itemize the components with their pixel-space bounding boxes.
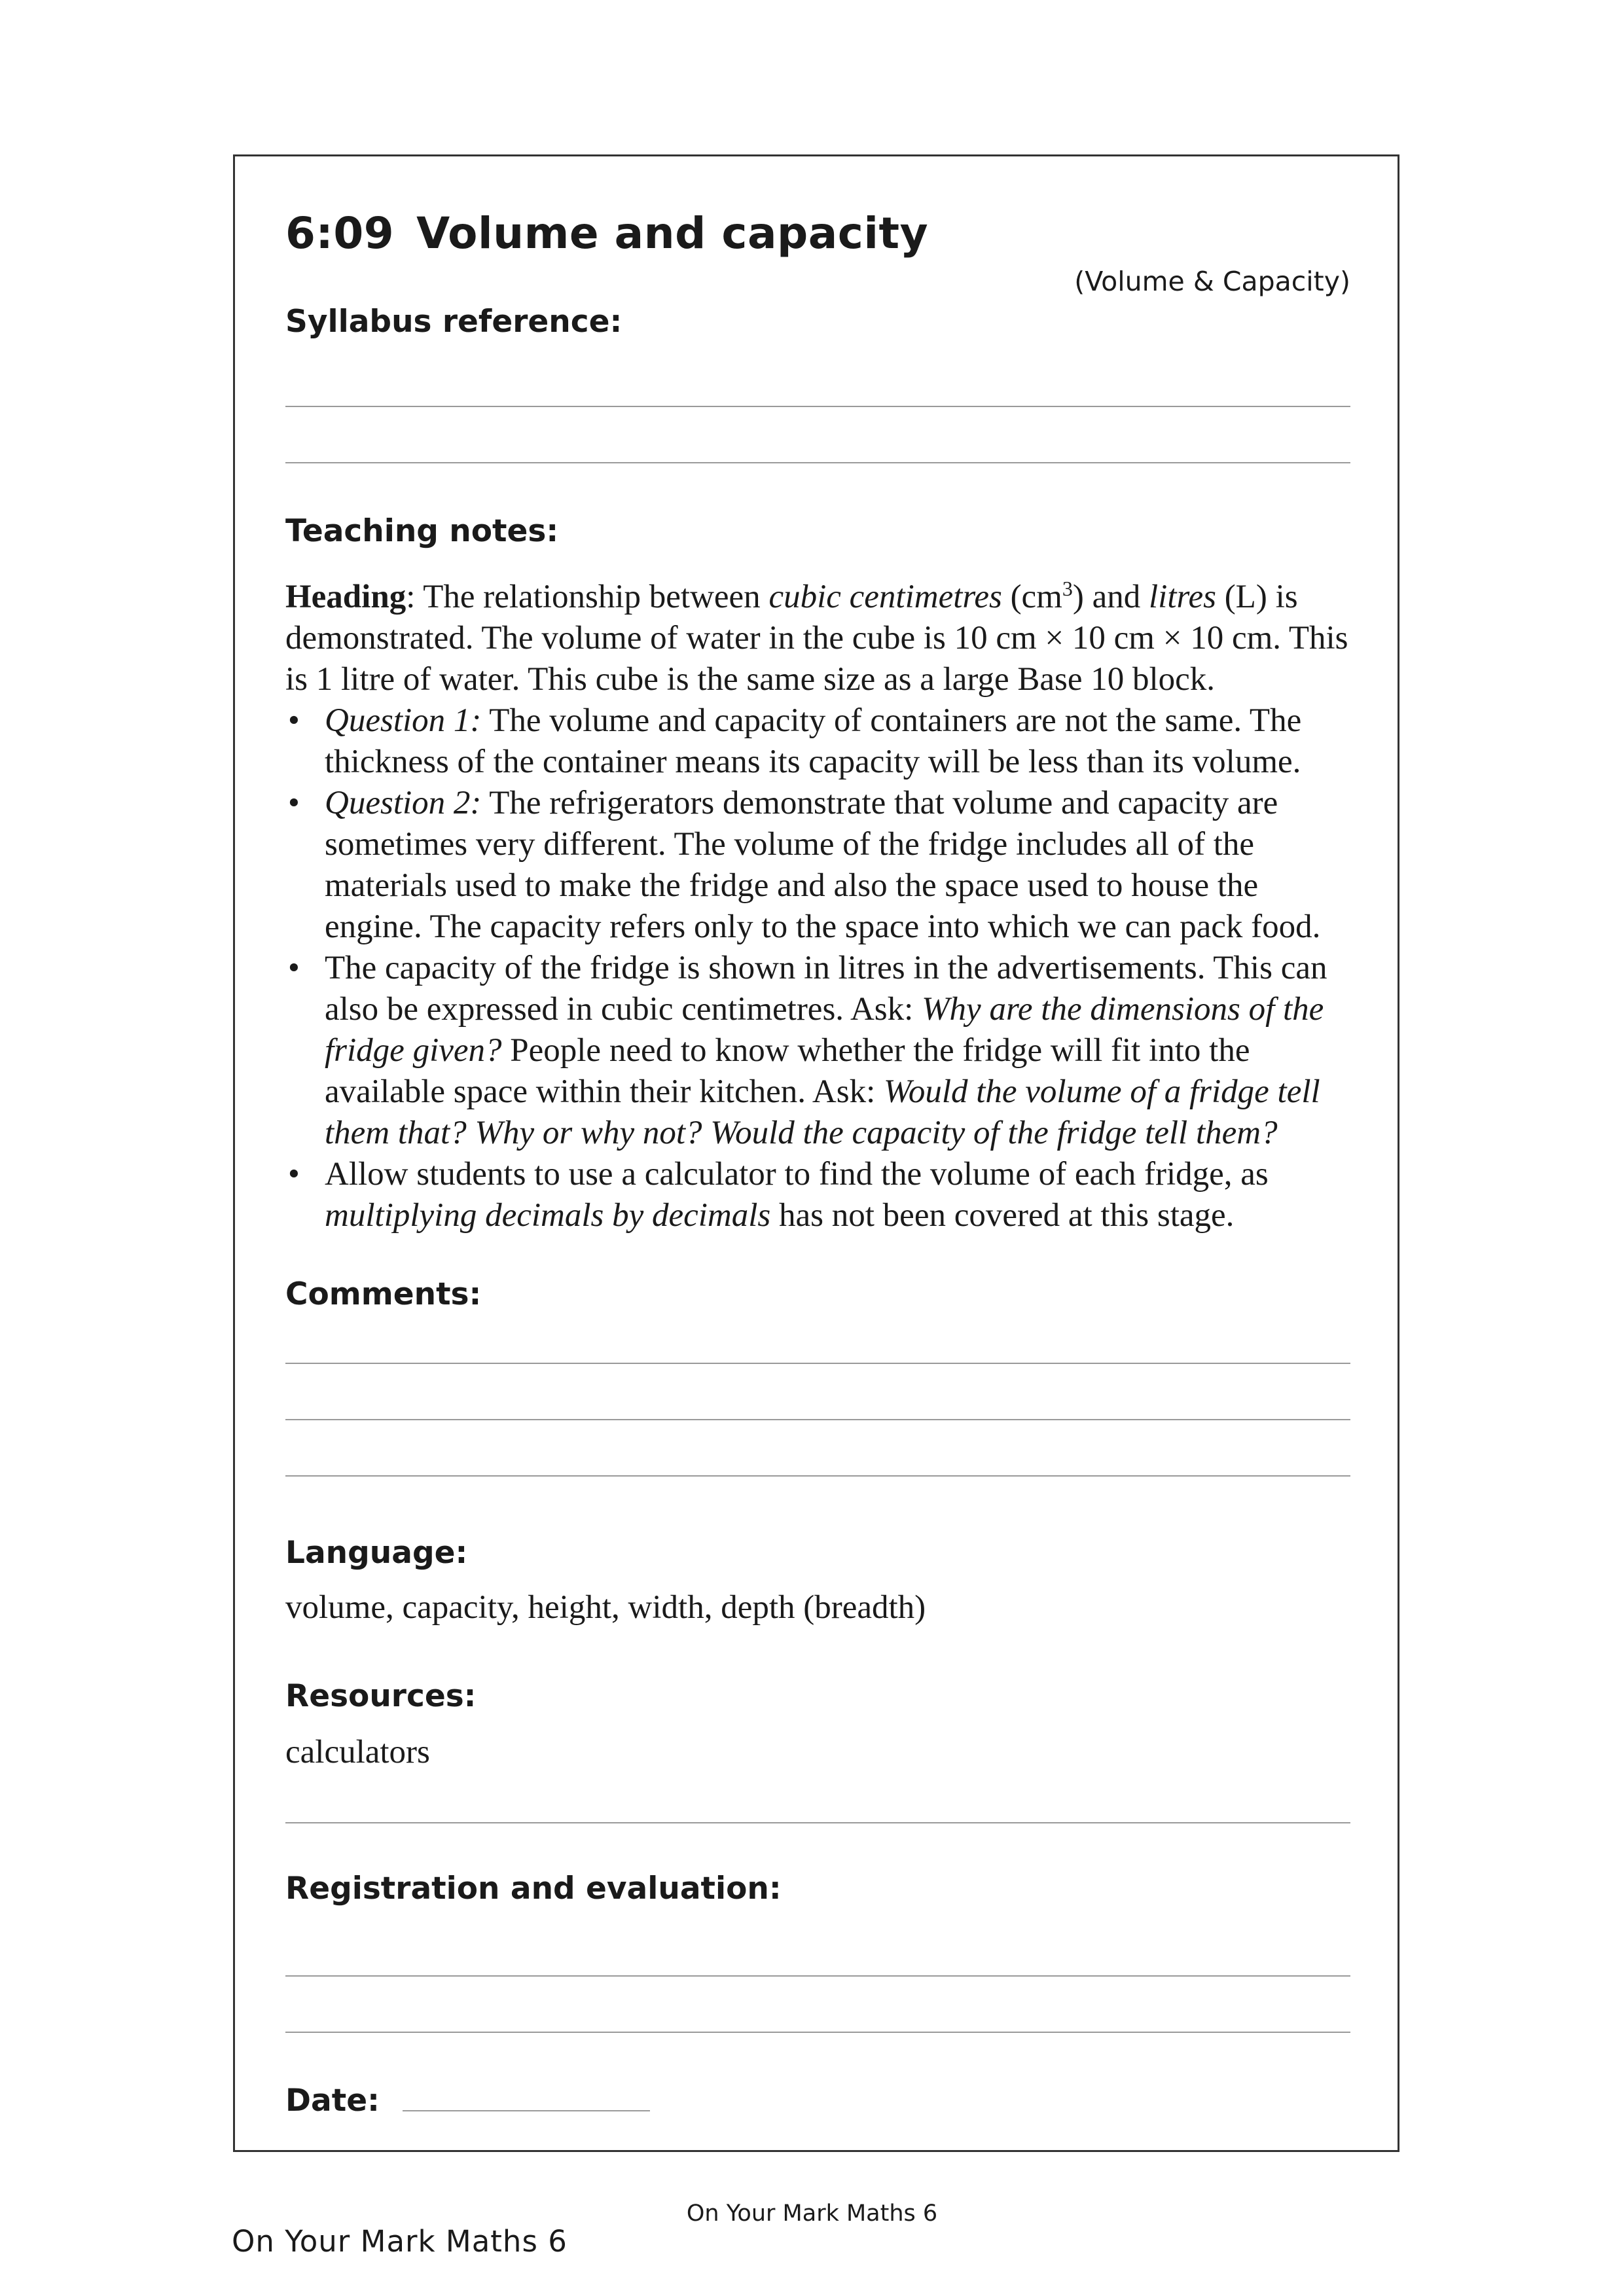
topic-subtitle: (Volume & Capacity) bbox=[1074, 266, 1350, 297]
registration-label: Registration and evaluation: bbox=[285, 1871, 782, 1907]
heading-label: Heading bbox=[285, 579, 406, 615]
heading-litres: litres bbox=[1149, 579, 1216, 615]
teaching-notes-label: Teaching notes: bbox=[285, 513, 559, 549]
bullet-4-emphasis: multiplying decimals by decimals bbox=[325, 1197, 771, 1234]
question-2-text: The refrigerators demonstrate that volume and capacity are sometimes very different. The volume of the fridge includes all of the materials used to make the fridge and also the space used to house the engine. The capacity refers only to the space into which we can pack food. bbox=[325, 785, 1321, 945]
bullet-3-question-2: Would the volume of a fridge tell them that? Why or why not? Would the capacity of the fridge tell them? bbox=[325, 1073, 1320, 1151]
teaching-notes-body bbox=[285, 568, 1359, 1236]
date-line bbox=[403, 2110, 650, 2111]
heading-text-c: ) and bbox=[1072, 579, 1149, 615]
resources-text: calculators bbox=[285, 1734, 430, 1770]
list-item bbox=[285, 1154, 1359, 1236]
date-label: Date: bbox=[285, 2083, 380, 2119]
heading-sup: 3 bbox=[1062, 577, 1073, 600]
footer-left-text: On Your Mark Maths 6 bbox=[232, 2224, 568, 2259]
heading-paragraph bbox=[285, 568, 1359, 700]
list-item bbox=[285, 700, 1359, 783]
language-text: volume, capacity, height, width, depth (breadth) bbox=[285, 1589, 926, 1626]
comments-label: Comments: bbox=[285, 1276, 482, 1312]
syllabus-label: Syllabus reference: bbox=[285, 304, 623, 340]
comments-line-2 bbox=[285, 1419, 1350, 1420]
resources-label: Resources: bbox=[285, 1678, 477, 1714]
syllabus-line-2 bbox=[285, 462, 1350, 463]
heading-cubic: cubic centimetres bbox=[768, 579, 1002, 615]
syllabus-line-1 bbox=[285, 406, 1350, 407]
heading-text-a: : The relationship between bbox=[406, 579, 769, 615]
question-1-text: The volume and capacity of containers are not the same. The thickness of the container means its capacity will be less than its volume. bbox=[325, 702, 1302, 780]
bullet-3-question-1: Why are the dimensions of the fridge given? bbox=[325, 991, 1324, 1069]
section-title: Volume and capacity bbox=[416, 208, 929, 259]
list-item bbox=[285, 783, 1359, 948]
bullet-4-text-b: has not been covered at this stage. bbox=[770, 1197, 1235, 1234]
page-title bbox=[285, 208, 928, 259]
section-number: 6:09 bbox=[285, 208, 395, 259]
heading-text-d: (L) is demonstrated. The volume of water in the cube is 10 cm × 10 cm × 10 cm. This is 1 litre of water. This cube is the same size as a large Base 10 block. bbox=[285, 579, 1348, 698]
language-label: Language: bbox=[285, 1535, 468, 1571]
list-item bbox=[285, 948, 1359, 1154]
registration-line-2 bbox=[285, 2032, 1350, 2033]
notes-list bbox=[285, 700, 1359, 1236]
resources-line bbox=[285, 1822, 1350, 1823]
bullet-3-text-a: The capacity of the fridge is shown in litres in the advertisements. This can also be expressed in cubic centimetres. Ask: bbox=[325, 950, 1327, 1028]
footer-center-text: On Your Mark Maths 6 bbox=[686, 2200, 938, 2227]
bullet-4-text-a: Allow students to use a calculator to find the volume of each fridge, as bbox=[325, 1156, 1269, 1193]
question-2-label: Question 2: bbox=[325, 785, 482, 821]
bullet-3-text-b: People need to know whether the fridge will fit into the available space within their kitchen. Ask: bbox=[325, 1032, 1250, 1110]
comments-line-1 bbox=[285, 1363, 1350, 1364]
comments-line-3 bbox=[285, 1475, 1350, 1477]
question-1-label: Question 1: bbox=[325, 702, 482, 739]
heading-text-b: (cm bbox=[1001, 579, 1062, 615]
registration-line-1 bbox=[285, 1975, 1350, 1977]
